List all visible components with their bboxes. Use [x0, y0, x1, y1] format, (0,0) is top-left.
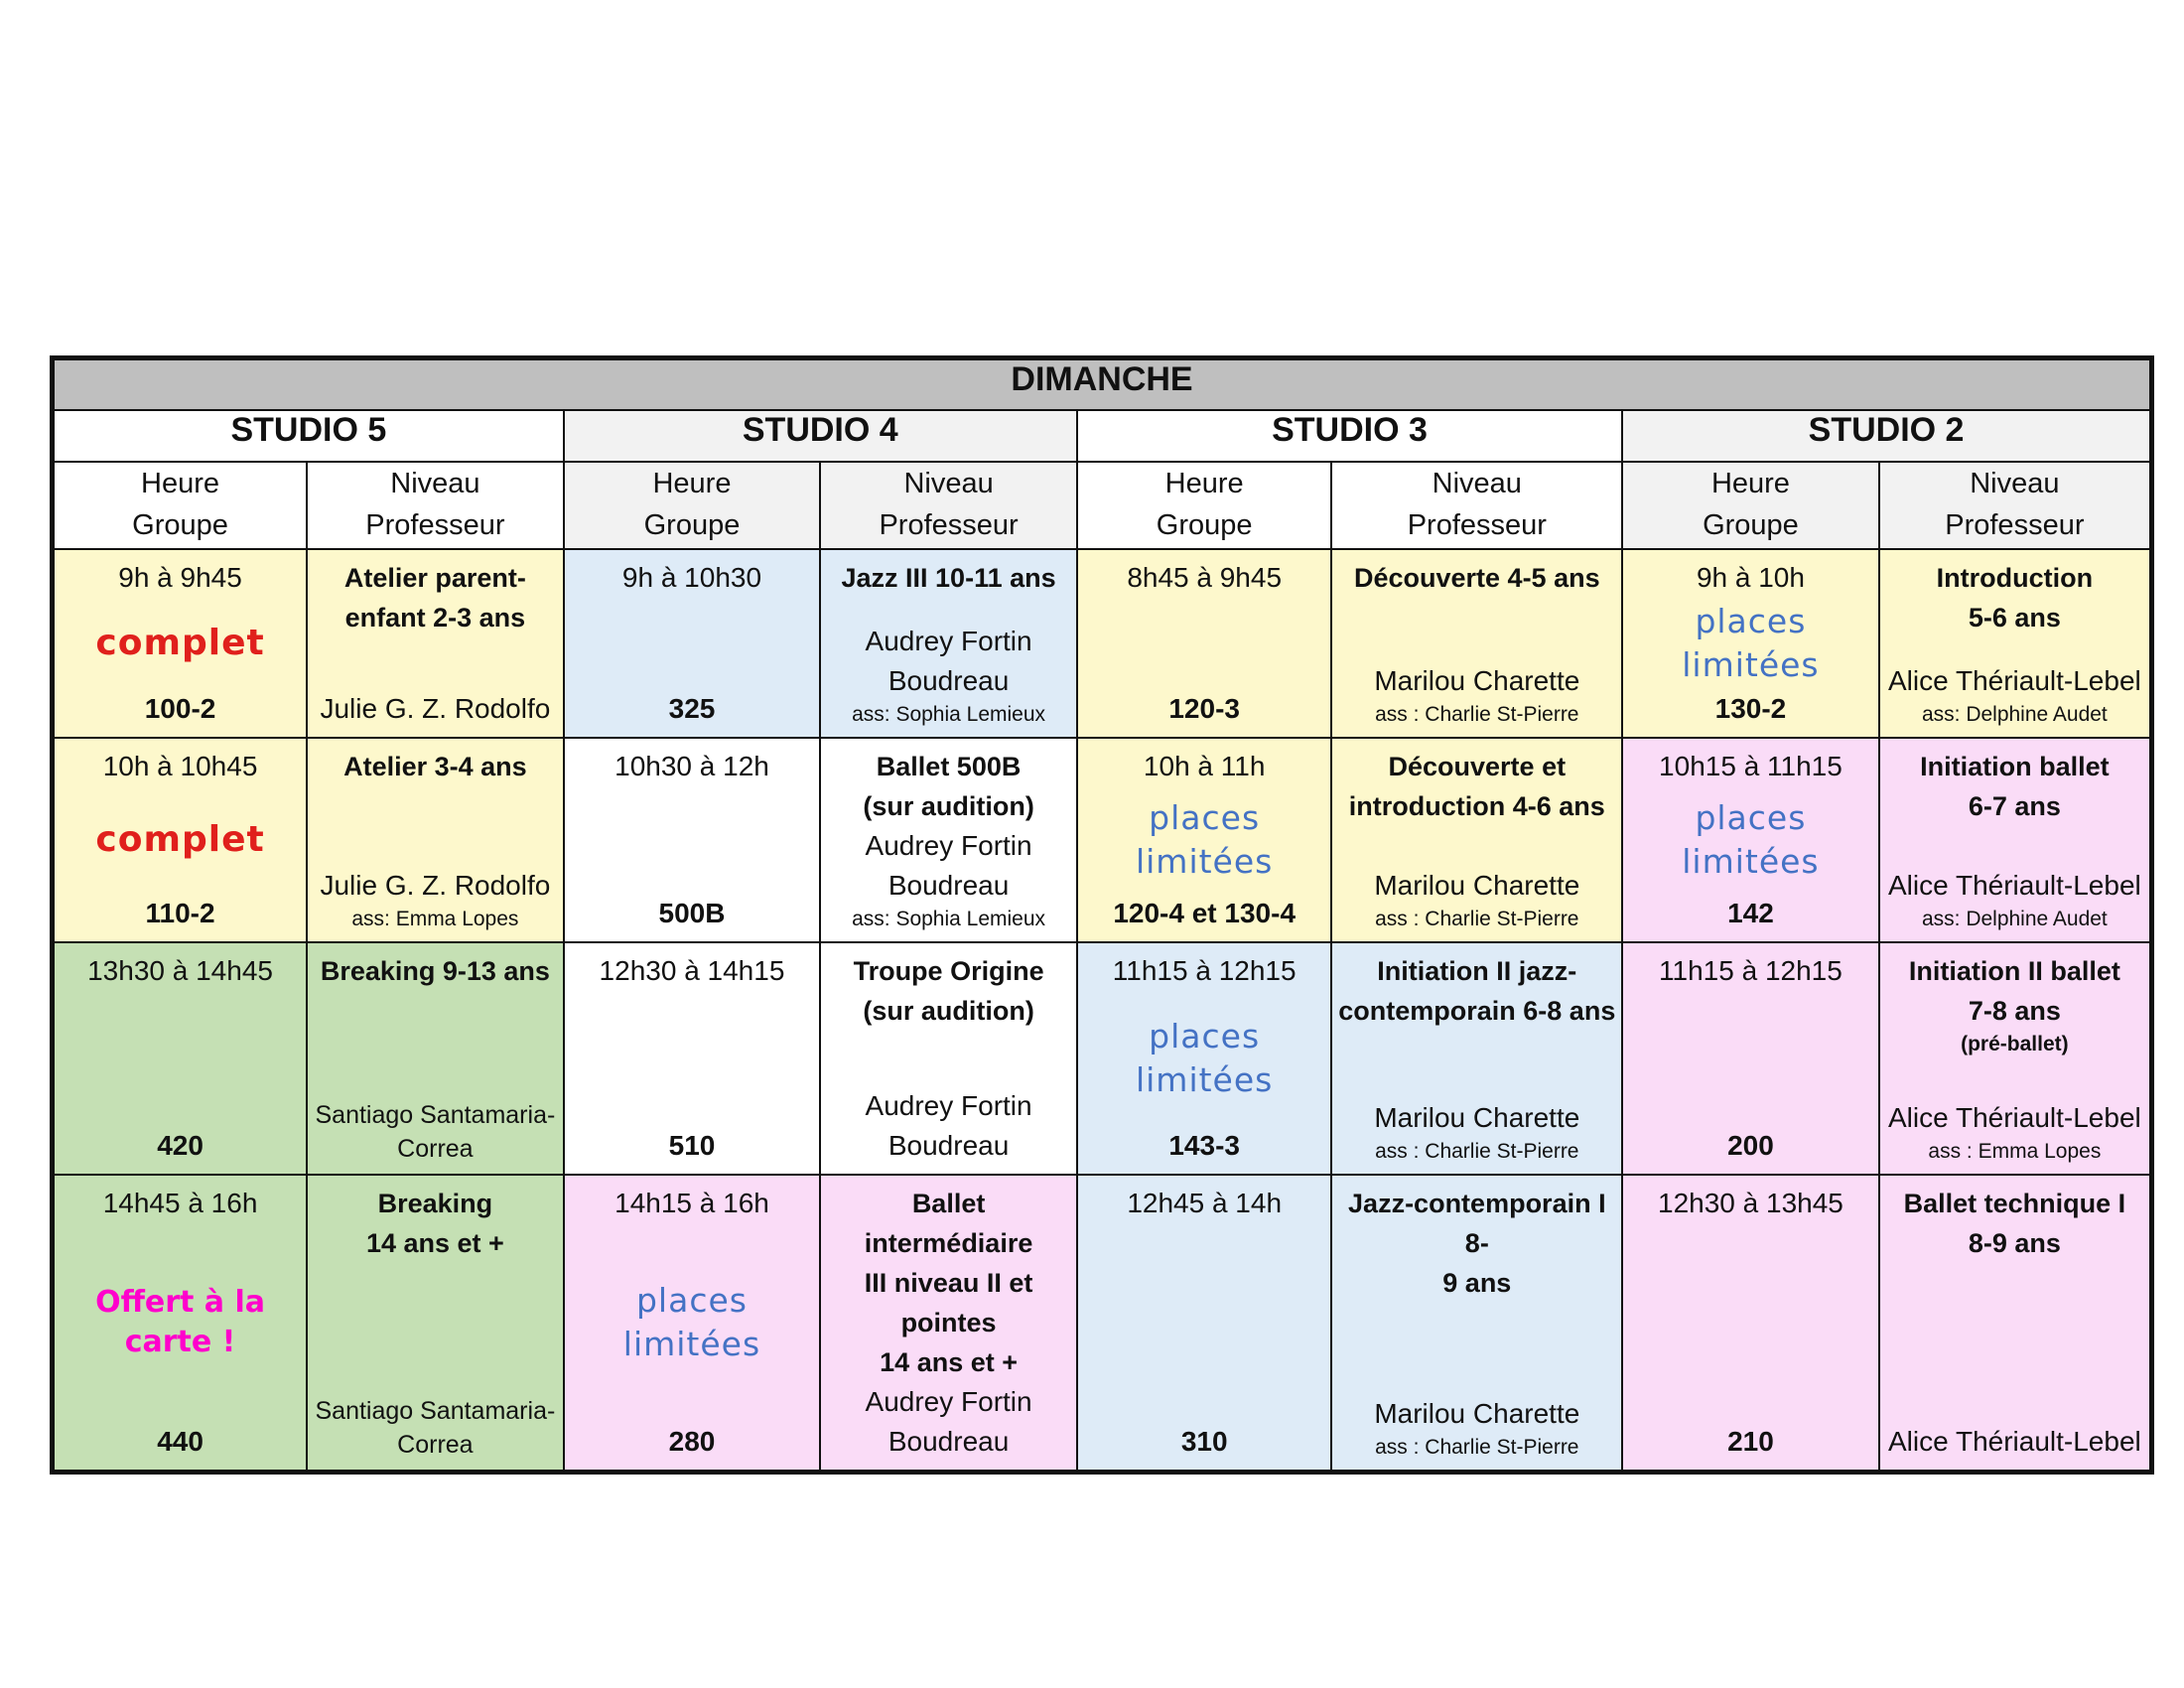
teacher-block	[320, 689, 550, 729]
time-group-cell	[564, 1175, 821, 1473]
level-label	[1336, 1184, 1617, 1303]
places-limitees-note: places limitées	[1682, 601, 1820, 684]
level-line: (sur audition)	[863, 790, 1034, 821]
teacher-block	[825, 1382, 1072, 1462]
level-line: Introduction	[1936, 562, 2094, 593]
teacher-name: Santiago Santamaria-Correa	[315, 1396, 556, 1459]
assistant-name: ass : Charlie St-Pierre	[1375, 702, 1579, 726]
header-professeur: Professeur	[879, 508, 1019, 541]
level-teacher-cell	[1331, 1175, 1622, 1473]
class-time: 10h à 11h	[1143, 750, 1266, 781]
header-professeur: Professeur	[1407, 508, 1547, 541]
group-code: 500B	[658, 897, 726, 928]
level-label	[366, 1184, 504, 1263]
teacher-name: Alice Thériault-Lebel	[1888, 1425, 2141, 1457]
level-line: contemporain 6-8 ans	[1338, 995, 1616, 1026]
level-label	[825, 1184, 1072, 1382]
class-time: 14h15 à 16h	[614, 1187, 769, 1218]
teacher-name: Audrey Fortin Boudreau	[865, 625, 1032, 696]
level-label	[343, 747, 527, 786]
teacher-name: Audrey Fortin Boudreau	[865, 1385, 1032, 1457]
time-group-cell	[1077, 549, 1332, 738]
header-heure: Heure	[1164, 467, 1244, 499]
level-line: Initiation II jazz-	[1377, 955, 1577, 986]
level-line: Initiation ballet	[1920, 751, 2110, 781]
class-time: 11h15 à 12h15	[1659, 954, 1843, 986]
group-code: 143-3	[1168, 1129, 1240, 1161]
teacher-block	[825, 1086, 1072, 1166]
assistant-name: ass : Charlie St-Pierre	[1375, 1435, 1579, 1459]
level-teacher-cell	[307, 942, 564, 1175]
studio-4-header: STUDIO 4	[564, 410, 1077, 462]
column-header-heure-groupe	[1077, 462, 1332, 549]
teacher-block	[825, 622, 1072, 729]
assistant-name: ass: Sophia Lemieux	[852, 702, 1046, 726]
level-label	[863, 747, 1033, 826]
schedule-row	[53, 738, 2152, 942]
header-groupe: Groupe	[132, 508, 228, 541]
schedule-table	[50, 355, 2154, 1475]
teacher-block	[1374, 1394, 1579, 1462]
level-label	[1349, 747, 1605, 826]
header-professeur: Professeur	[365, 508, 505, 541]
group-code: 440	[157, 1425, 204, 1457]
complet-note: complet	[95, 622, 265, 663]
level-teacher-cell	[820, 738, 1077, 942]
class-time: 8h45 à 9h45	[1127, 561, 1283, 593]
teacher-name: Alice Thériault-Lebel	[1888, 1101, 2141, 1133]
level-label	[1920, 747, 2110, 826]
time-group-cell	[564, 738, 821, 942]
column-header-heure-groupe	[53, 462, 308, 549]
level-line: 5-6 ans	[1968, 602, 2061, 633]
class-time: 12h30 à 13h45	[1658, 1187, 1843, 1218]
time-group-cell	[564, 549, 821, 738]
teacher-block	[1374, 661, 1579, 729]
teacher-block	[1374, 866, 1579, 933]
teacher-block	[1888, 661, 2141, 729]
assistant-name: ass: Delphine Audet	[1921, 702, 2108, 726]
header-heure: Heure	[652, 467, 732, 499]
level-teacher-cell	[820, 1175, 1077, 1473]
time-group-cell	[53, 1175, 308, 1473]
teacher-name: Audrey Fortin Boudreau	[865, 829, 1032, 901]
teacher-name: Santiago Santamaria-Correa	[315, 1100, 556, 1163]
places-limitees-note: places limitées	[1682, 797, 1820, 881]
group-code: 130-2	[1714, 692, 1787, 724]
level-line: Troupe Origine	[853, 955, 1044, 986]
day-title: DIMANCHE	[53, 358, 2152, 410]
level-line: Initiation II ballet	[1908, 955, 2120, 986]
teacher-name: Julie G. Z. Rodolfo	[320, 869, 551, 901]
schedule-row	[53, 549, 2152, 738]
places-limitees-note: places limitées	[1135, 797, 1274, 881]
group-code: 200	[1727, 1129, 1774, 1161]
level-line: 8-9 ans	[1968, 1227, 2061, 1258]
teacher-name: Marilou Charette	[1374, 664, 1580, 696]
teacher-block	[312, 1098, 559, 1166]
group-code: 280	[668, 1425, 716, 1457]
time-group-cell	[1622, 549, 1879, 738]
level-line: Ballet 500B	[876, 751, 1022, 781]
column-header-niveau-professeur	[1331, 462, 1622, 549]
offert-note: Offert à la carte !	[95, 1284, 266, 1359]
header-niveau: Niveau	[903, 467, 994, 499]
teacher-block	[1888, 1422, 2141, 1462]
class-time: 10h30 à 12h	[614, 750, 769, 781]
teacher-name: Marilou Charette	[1374, 1397, 1580, 1429]
class-time: 11h15 à 12h15	[1112, 954, 1297, 986]
group-code: 210	[1727, 1425, 1774, 1457]
header-niveau: Niveau	[390, 467, 480, 499]
places-limitees-note: places limitées	[622, 1280, 761, 1363]
time-group-cell	[53, 549, 308, 738]
level-line: 14 ans et +	[880, 1346, 1018, 1377]
studio-2-header: STUDIO 2	[1622, 410, 2151, 462]
time-group-cell	[1077, 738, 1332, 942]
group-code: 110-2	[145, 897, 215, 928]
time-group-cell	[53, 942, 308, 1175]
studio-5-header: STUDIO 5	[53, 410, 564, 462]
complet-note: complet	[95, 818, 265, 860]
level-line: introduction 4-6 ans	[1348, 790, 1605, 821]
level-teacher-cell	[307, 1175, 564, 1473]
assistant-name: ass: Sophia Lemieux	[852, 907, 1046, 930]
group-code: 325	[668, 692, 716, 724]
level-teacher-cell	[1879, 942, 2152, 1175]
level-line: Jazz-contemporain I 8-	[1348, 1188, 1606, 1258]
level-line: 14 ans et +	[365, 1227, 504, 1258]
level-line: Ballet technique I	[1903, 1188, 2126, 1218]
level-teacher-cell	[307, 549, 564, 738]
column-header-niveau-professeur	[307, 462, 564, 549]
header-heure: Heure	[141, 467, 220, 499]
level-teacher-cell	[307, 738, 564, 942]
level-teacher-cell	[1879, 738, 2152, 942]
level-label	[854, 951, 1044, 1031]
header-groupe: Groupe	[1156, 508, 1253, 541]
level-line: Découverte 4-5 ans	[1353, 562, 1600, 593]
level-line: Breaking	[377, 1188, 493, 1218]
teacher-name: Alice Thériault-Lebel	[1888, 869, 2141, 901]
level-label	[842, 558, 1056, 598]
header-groupe: Groupe	[643, 508, 741, 541]
level-line: 7-8 ans	[1968, 995, 2061, 1026]
class-time: 12h45 à 14h	[1127, 1187, 1283, 1218]
time-group-cell	[1622, 942, 1879, 1175]
column-header-heure-groupe	[564, 462, 821, 549]
teacher-block	[1888, 1098, 2141, 1166]
level-line: Atelier parent-	[343, 562, 526, 593]
level-line: 9 ans	[1442, 1267, 1512, 1298]
level-label	[1909, 951, 2120, 1058]
time-group-cell	[1622, 1175, 1879, 1473]
level-label	[1338, 951, 1615, 1031]
header-groupe: Groupe	[1703, 508, 1799, 541]
assistant-name: ass: Delphine Audet	[1921, 907, 2108, 930]
level-line: (sur audition)	[863, 995, 1034, 1026]
header-heure: Heure	[1710, 467, 1790, 499]
studio-3-header: STUDIO 3	[1077, 410, 1622, 462]
header-niveau: Niveau	[1432, 467, 1522, 499]
teacher-block	[1374, 1098, 1579, 1166]
level-line: Atelier 3-4 ans	[343, 751, 527, 781]
level-teacher-cell	[820, 942, 1077, 1175]
level-label	[1937, 558, 2093, 637]
class-time: 9h à 10h	[1696, 561, 1805, 593]
teacher-block	[825, 826, 1072, 933]
teacher-block	[320, 866, 550, 933]
time-group-cell	[564, 942, 821, 1175]
time-group-cell	[53, 738, 308, 942]
group-code: 100-2	[144, 692, 216, 724]
teacher-block	[1888, 866, 2141, 933]
assistant-name: ass : Charlie St-Pierre	[1375, 1139, 1579, 1163]
time-group-cell	[1622, 738, 1879, 942]
level-line: III niveau II et pointes	[864, 1267, 1033, 1337]
class-time: 9h à 9h45	[118, 561, 242, 593]
class-time: 10h15 à 11h15	[1659, 750, 1843, 781]
teacher-name: Audrey Fortin Boudreau	[865, 1089, 1032, 1161]
class-time: 13h30 à 14h45	[87, 954, 273, 986]
level-line: enfant 2-3 ans	[344, 602, 526, 633]
time-group-cell	[1077, 1175, 1332, 1473]
time-group-cell	[1077, 942, 1332, 1175]
assistant-name: ass : Emma Lopes	[1928, 1139, 2102, 1163]
column-header-niveau-professeur	[820, 462, 1077, 549]
group-code: 120-3	[1168, 692, 1240, 724]
group-code: 120-4 et 130-4	[1113, 897, 1297, 928]
level-label	[344, 558, 526, 637]
level-label	[321, 951, 550, 991]
teacher-name: Marilou Charette	[1374, 869, 1580, 901]
header-professeur: Professeur	[1945, 508, 2085, 541]
schedule-row	[53, 942, 2152, 1175]
level-line: 6-7 ans	[1968, 790, 2061, 821]
group-code: 510	[668, 1129, 716, 1161]
teacher-name: Julie G. Z. Rodolfo	[320, 692, 551, 724]
level-label	[1904, 1184, 2126, 1263]
schedule-row	[53, 1175, 2152, 1473]
level-teacher-cell	[820, 549, 1077, 738]
assistant-name: ass : Charlie St-Pierre	[1375, 907, 1579, 930]
class-time: 10h à 10h45	[102, 750, 258, 781]
level-teacher-cell	[1879, 549, 2152, 738]
class-time: 14h45 à 16h	[102, 1187, 258, 1218]
level-teacher-cell	[1331, 738, 1622, 942]
level-line: Breaking 9-13 ans	[320, 955, 550, 986]
level-teacher-cell	[1331, 942, 1622, 1175]
class-time: 12h30 à 14h15	[599, 954, 785, 986]
group-code: 310	[1180, 1425, 1228, 1457]
teacher-name: Alice Thériault-Lebel	[1888, 664, 2141, 696]
teacher-name: Marilou Charette	[1374, 1101, 1580, 1133]
level-line: Ballet intermédiaire	[864, 1188, 1033, 1258]
level-line: (pré-ballet)	[1961, 1032, 2069, 1055]
group-code: 420	[157, 1129, 204, 1161]
level-line: Jazz III 10-11 ans	[841, 562, 1056, 593]
group-code: 142	[1727, 897, 1774, 928]
class-time: 9h à 10h30	[621, 561, 762, 593]
level-teacher-cell	[1879, 1175, 2152, 1473]
places-limitees-note: places limitées	[1135, 1016, 1274, 1099]
teacher-block	[312, 1394, 559, 1462]
level-label	[1354, 558, 1600, 598]
column-header-niveau-professeur	[1879, 462, 2152, 549]
level-teacher-cell	[1331, 549, 1622, 738]
column-header-heure-groupe	[1622, 462, 1879, 549]
level-line: Découverte et	[1388, 751, 1567, 781]
assistant-name: ass: Emma Lopes	[351, 907, 519, 930]
header-niveau: Niveau	[1970, 467, 2060, 499]
